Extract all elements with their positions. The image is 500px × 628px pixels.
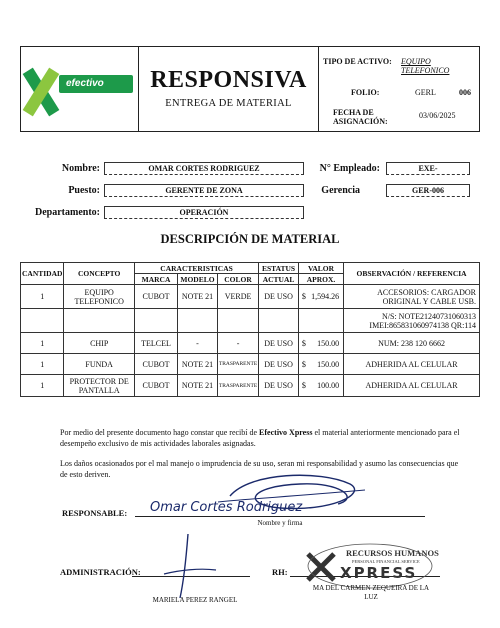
empleado-field: EXE- bbox=[386, 162, 470, 175]
responsable-label: RESPONSABLE: bbox=[62, 508, 128, 518]
nombre-field: OMAR CORTES RODRIGUEZ bbox=[104, 162, 304, 175]
responsable-line bbox=[135, 516, 425, 517]
document-title: RESPONSIVA bbox=[150, 67, 307, 93]
responsable-signature: Omar Cortes Rodriguez bbox=[150, 500, 303, 515]
administracion-signature bbox=[160, 530, 220, 602]
stamp-subtitle: PERSONAL FINANCIAL SERVICE bbox=[352, 559, 420, 564]
administracion-name: MARIELA PEREZ RANGEL bbox=[152, 596, 238, 604]
th-valor: VALOR bbox=[298, 263, 343, 274]
th-valor-2: APROX. bbox=[298, 274, 343, 285]
company-logo bbox=[21, 47, 139, 131]
gerencia-field: GER-006 bbox=[386, 184, 470, 197]
fecha-label-1: FECHA DE bbox=[333, 108, 374, 117]
document-subtitle: ENTREGA DE MATERIAL bbox=[165, 98, 292, 109]
document-meta bbox=[319, 47, 479, 131]
th-cantidad: CANTIDAD bbox=[21, 263, 64, 285]
th-estatus-2: ACTUAL bbox=[259, 274, 299, 285]
folio-number: 006 bbox=[459, 88, 471, 97]
nombre-firma-caption: Nombre y firma bbox=[257, 519, 303, 527]
table-row: 1 EQUIPO TELEFONICO CUBOT NOTE 21 VERDE DE USO $ 1,594.26 ACCESORIOS: CARGADOR ORIGINAL Y CABLE USB. bbox=[21, 285, 480, 309]
nombre-label: Nombre: bbox=[61, 163, 100, 174]
table-row: N/S: NOTE21240731060313 IMEI:865831060974138 QR:114 bbox=[21, 309, 480, 333]
puesto-label: Puesto: bbox=[68, 185, 100, 196]
th-marca: MARCA bbox=[134, 274, 177, 285]
puesto-field: GERENTE DE ZONA bbox=[104, 184, 304, 197]
departamento-field: OPERACIÓN bbox=[104, 206, 304, 219]
table-row: 1 FUNDA CUBOT NOTE 21 TRASPARENTE DE USO $ 150.00 ADHERIDA AL CELULAR bbox=[21, 354, 480, 375]
rh-label: RH: bbox=[272, 567, 288, 577]
logo-brand-text: efectivo bbox=[66, 78, 104, 89]
th-caracteristicas: CARACTERISTICAS bbox=[134, 263, 258, 274]
stamp-title: RECURSOS HUMANOS bbox=[346, 548, 439, 558]
gerencia-label: Gerencia bbox=[321, 185, 360, 196]
empleado-label: N° Empleado: bbox=[319, 163, 380, 174]
folio-prefix: GERL bbox=[415, 88, 436, 97]
tipo-activo-label: TIPO DE ACTIVO: bbox=[323, 57, 392, 66]
signature-scribble bbox=[210, 468, 370, 516]
document-header bbox=[20, 46, 480, 132]
th-concepto: CONCEPTO bbox=[64, 263, 135, 285]
th-observacion: OBSERVACIÓN / REFERENCIA bbox=[344, 263, 480, 285]
material-table bbox=[20, 262, 480, 397]
administracion-label: ADMINISTRACIÓN: bbox=[60, 567, 141, 577]
declaration-text: Por medio del presente documento hago constar que recibí de Efectivo Xpress el material anteriormente mencionado para el desempeño exclusivo de mis actividades laborales asignadas. bbox=[60, 428, 460, 448]
section-title: DESCRIPCIÓN DE MATERIAL bbox=[160, 232, 340, 246]
th-color: COLOR bbox=[217, 274, 258, 285]
fecha-label-2: ASIGNACIÓN: bbox=[333, 117, 388, 126]
rh-name-line-2: LUZ bbox=[364, 593, 378, 601]
stamp-brand: XPRESS bbox=[340, 564, 418, 582]
fecha-value: 03/06/2025 bbox=[419, 111, 456, 120]
liability-text: Los daños ocasionados por el mal manejo o imprudencia de su uso, seran mi responsabilidad y asumo las consecuencias que de esto deriven. bbox=[60, 459, 459, 479]
th-modelo: MODELO bbox=[178, 274, 218, 285]
tipo-activo-value: EQUIPO TELEFONICO bbox=[401, 57, 450, 75]
departamento-label: Departamento: bbox=[35, 207, 100, 218]
table-row: 1 PROTECTOR DE PANTALLA CUBOT NOTE 21 TRASPARENTE DE USO $ 100.00 ADHERIDA AL CELULAR bbox=[21, 375, 480, 397]
folio-label: FOLIO: bbox=[351, 88, 380, 97]
title-block bbox=[139, 47, 319, 131]
th-estatus: ESTATUS bbox=[259, 263, 299, 274]
table-row: 1 CHIP TELCEL - - DE USO $ 150.00 NUM: 238 120 6662 bbox=[21, 333, 480, 354]
rh-name-line-1: MA DEL CARMEN ZEQUEIRA DE LA bbox=[312, 584, 430, 592]
